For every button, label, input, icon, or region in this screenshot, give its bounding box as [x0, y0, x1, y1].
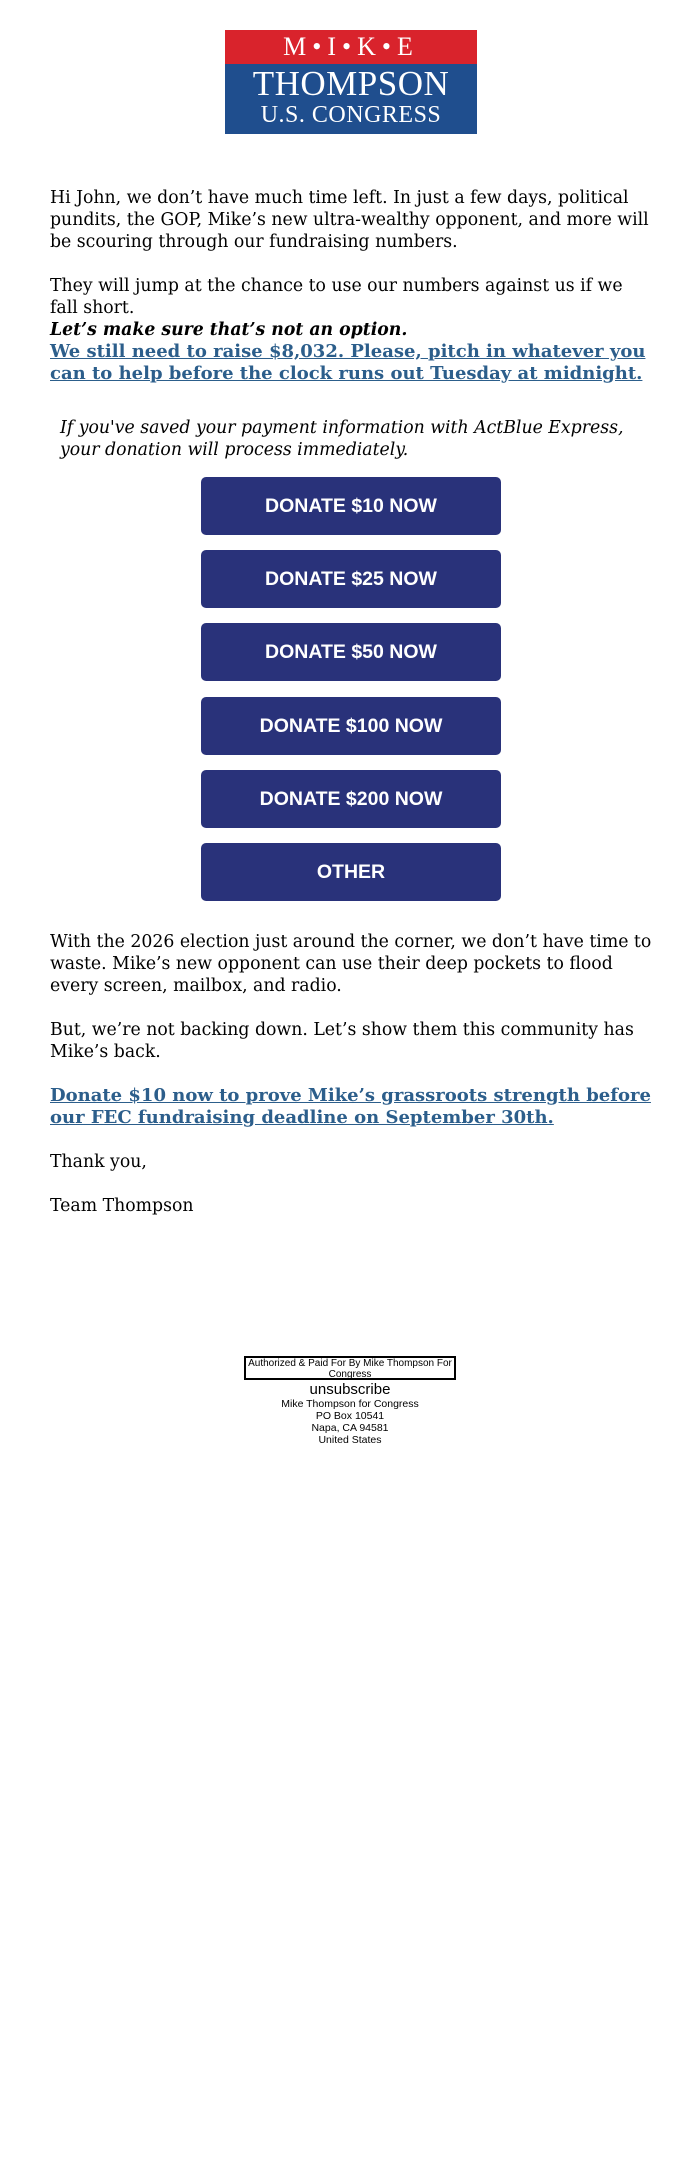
footer-po-box: PO Box 10541: [315, 1410, 385, 1422]
warning-text: They will jump at the chance to use our numbers against us if we fall short.: [50, 276, 623, 318]
footer-org: Mike Thompson for Congress: [281, 1398, 419, 1410]
raise-goal-paragraph: [50, 341, 655, 385]
donate-deadline-link[interactable]: Donate $10 now to prove Mike’s grassroots strength before our FEC fundraising deadline on September 30th.: [50, 1085, 651, 1128]
logo-blue-band: [225, 64, 477, 134]
footer-country: United States: [318, 1434, 382, 1446]
logo-first-name: M•I•K•E: [225, 30, 477, 64]
signature: Team Thompson: [50, 1196, 194, 1216]
donate-10-button[interactable]: DONATE $10 NOW: [201, 477, 501, 535]
deadline-paragraph: [50, 1085, 655, 1129]
intro-paragraph: Hi John, we don’t have much time left. In just a few days, political pundits, the GOP, Mike’s new ultra-wealthy opponent, and more will be scouring through our fundraising numbers.: [50, 188, 649, 252]
election-paragraph: With the 2026 election just around the corner, we don’t have time to waste. Mike’s new opponent can use their deep pockets to flood every screen, mailbox, and radio.: [50, 932, 652, 996]
warning-emphasis: Let’s make sure that’s not an option.: [50, 320, 408, 340]
donate-25-button[interactable]: DONATE $25 NOW: [201, 550, 501, 608]
unsubscribe-link[interactable]: unsubscribe: [309, 1381, 391, 1398]
logo-subtitle: U.S. CONGRESS: [260, 102, 442, 128]
donate-100-button[interactable]: DONATE $100 NOW: [201, 697, 501, 755]
raise-goal-link[interactable]: We still need to raise $8,032. Please, pitch in whatever you can to help before the clock runs out Tuesday at midnight.: [50, 341, 646, 384]
thank-you: Thank you,: [50, 1152, 147, 1172]
donate-other-button[interactable]: OTHER: [201, 843, 501, 901]
donate-50-button[interactable]: DONATE $50 NOW: [201, 623, 501, 681]
not-backing-down-paragraph: But, we’re not backing down. Let’s show them this community has Mike’s back.: [50, 1020, 634, 1062]
footer-city: Napa, CA 94581: [311, 1422, 389, 1434]
warning-paragraph: [50, 275, 655, 341]
campaign-logo: [225, 30, 477, 134]
actblue-express-note: If you've saved your payment information with ActBlue Express, your donation will process immediately.: [60, 418, 624, 460]
authorized-by-disclaimer: Authorized & Paid For By Mike Thompson For Congress: [244, 1356, 456, 1380]
logo-last-name: THOMPSON: [252, 64, 450, 103]
donate-200-button[interactable]: DONATE $200 NOW: [201, 770, 501, 828]
